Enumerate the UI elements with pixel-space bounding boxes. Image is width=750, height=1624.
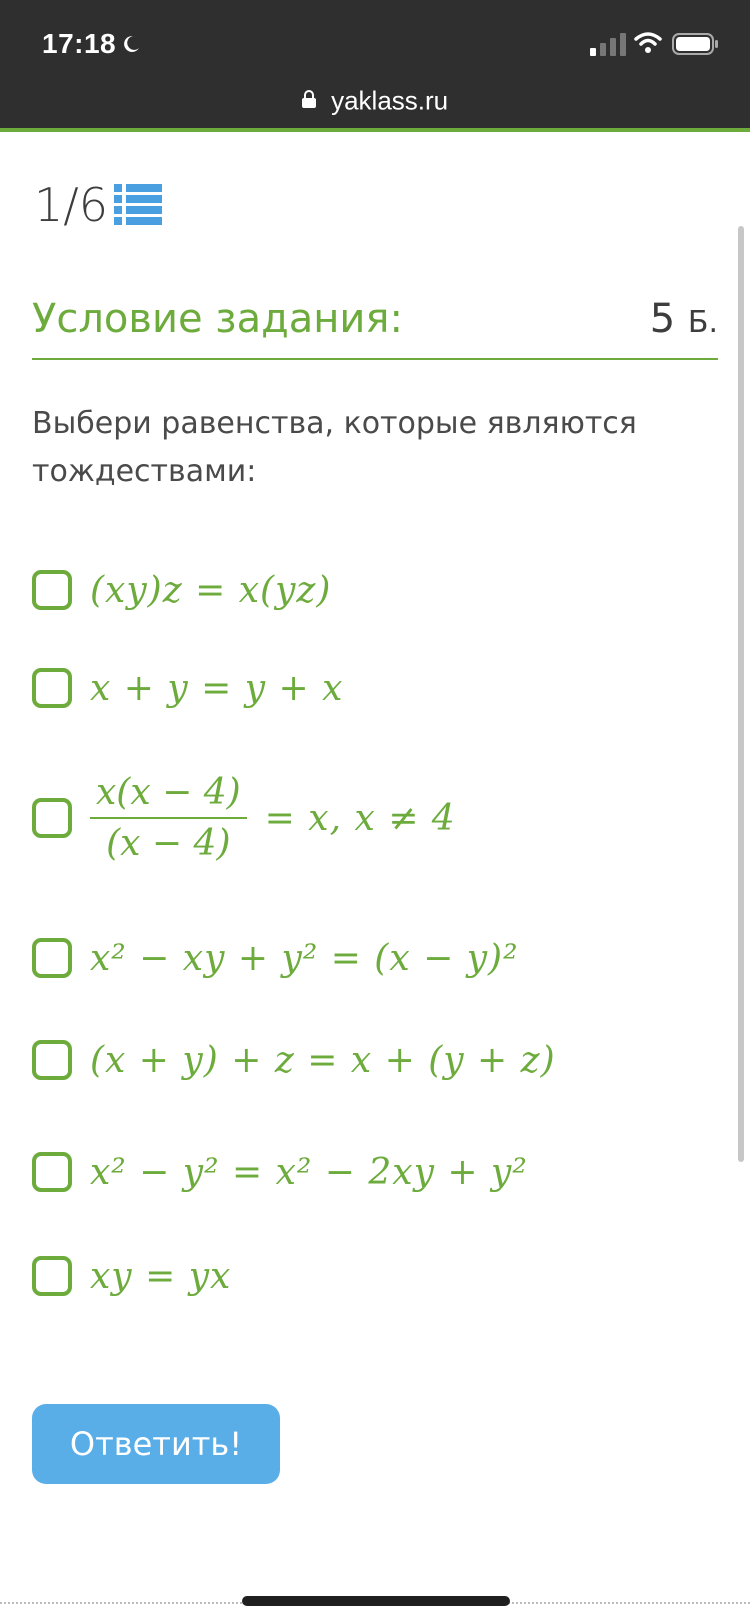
option-formula: (x + y) + z = x + (y + z) (90, 1039, 556, 1081)
cellular-signal-icon (590, 32, 626, 56)
points-unit: Б. (687, 305, 718, 340)
option-checkbox[interactable] (32, 668, 72, 708)
lock-icon (302, 90, 316, 108)
option-formula: x² − xy + y² = (x − y)² (90, 937, 519, 979)
option-2[interactable] (32, 658, 343, 718)
points-badge (650, 296, 718, 342)
option-4[interactable] (32, 928, 519, 988)
address-bar[interactable] (0, 84, 750, 117)
option-formula: x + y = y + x (90, 667, 344, 709)
fraction-denominator: (x − 4) (106, 823, 231, 864)
wifi-icon (634, 30, 662, 54)
scrollbar[interactable] (738, 226, 744, 1162)
option-checkbox[interactable] (32, 798, 72, 838)
option-formula: xy = yx (90, 1255, 232, 1297)
task-counter: 1/6 (34, 178, 109, 232)
question-text: Выбери равенства, которые являются тождествами: (32, 406, 637, 489)
submit-answer-button[interactable]: Ответить! (32, 1404, 280, 1484)
option-6[interactable] (32, 1142, 528, 1202)
option-3[interactable] (32, 774, 456, 862)
battery-icon (672, 32, 720, 56)
option-5[interactable] (32, 1030, 556, 1090)
home-indicator[interactable] (242, 1596, 510, 1606)
option-checkbox[interactable] (32, 570, 72, 610)
condition-title: Условие задания: (32, 296, 403, 342)
url-text: yaklass.ru (331, 85, 449, 116)
option-fraction (90, 772, 247, 864)
browser-top-bar (0, 0, 750, 132)
option-checkbox[interactable] (32, 1040, 72, 1080)
option-formula: = x, x ≠ 4 (264, 797, 456, 839)
option-formula: x² − y² = x² − 2xy + y² (90, 1151, 528, 1193)
status-time: 17:18 (42, 28, 117, 59)
option-formula: (xy)z = x(yz) (90, 569, 332, 611)
option-checkbox[interactable] (32, 1152, 72, 1192)
option-7[interactable] (32, 1246, 231, 1306)
condition-header (32, 296, 718, 360)
moon-icon (121, 34, 141, 54)
option-checkbox[interactable] (32, 1256, 72, 1296)
option-checkbox[interactable] (32, 938, 72, 978)
points-value: 5 (649, 296, 676, 342)
option-1[interactable] (32, 560, 331, 620)
fraction-numerator: x(x − 4) (90, 772, 247, 819)
list-icon[interactable] (114, 182, 162, 226)
